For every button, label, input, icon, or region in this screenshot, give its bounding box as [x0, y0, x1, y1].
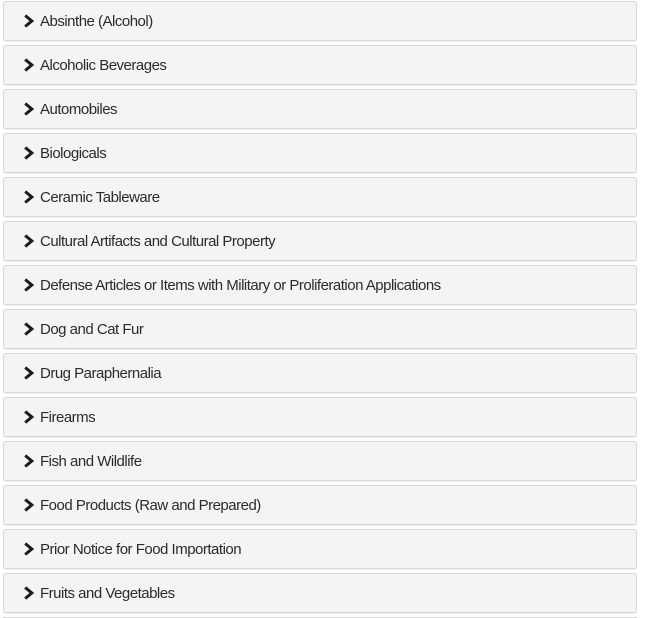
- accordion-item-label: Dog and Cat Fur: [40, 320, 144, 338]
- chevron-right-icon: [22, 102, 36, 116]
- accordion-item-label: Automobiles: [40, 100, 118, 118]
- accordion-item-label: Cultural Artifacts and Cultural Property: [40, 232, 276, 250]
- accordion-item-label: Fish and Wildlife: [40, 452, 142, 470]
- accordion-list: [3, 1, 637, 617]
- chevron-right-icon: [22, 322, 36, 336]
- accordion-item-prior-notice[interactable]: [3, 529, 637, 569]
- chevron-right-icon: [22, 410, 36, 424]
- accordion-item-label: Ceramic Tableware: [40, 188, 160, 206]
- accordion-item-firearms[interactable]: [3, 397, 637, 437]
- chevron-right-icon: [22, 586, 36, 600]
- chevron-right-icon: [22, 542, 36, 556]
- chevron-right-icon: [22, 278, 36, 292]
- chevron-right-icon: [22, 234, 36, 248]
- accordion-item-label: Biologicals: [40, 144, 107, 162]
- accordion-item-label: Firearms: [40, 408, 96, 426]
- accordion-item-cultural-artifacts[interactable]: [3, 221, 637, 261]
- accordion-item-biologicals[interactable]: [3, 133, 637, 173]
- accordion-item-fish-and-wildlife[interactable]: [3, 441, 637, 481]
- chevron-right-icon: [22, 454, 36, 468]
- accordion-item-label: Absinthe (Alcohol): [40, 12, 153, 30]
- accordion-item-label: Food Products (Raw and Prepared): [40, 496, 261, 514]
- chevron-right-icon: [22, 190, 36, 204]
- accordion-item-dog-and-cat-fur[interactable]: [3, 309, 637, 349]
- accordion-item-defense-articles[interactable]: [3, 265, 637, 305]
- accordion-item-drug-paraphernalia[interactable]: [3, 353, 637, 393]
- accordion-item-alcoholic-beverages[interactable]: [3, 45, 637, 85]
- chevron-right-icon: [22, 498, 36, 512]
- accordion-item-food-products[interactable]: [3, 485, 637, 525]
- chevron-right-icon: [22, 366, 36, 380]
- accordion-item-ceramic-tableware[interactable]: [3, 177, 637, 217]
- chevron-right-icon: [22, 58, 36, 72]
- accordion-item-label: Fruits and Vegetables: [40, 584, 175, 602]
- accordion-item-fruits-and-vegetables[interactable]: [3, 573, 637, 613]
- chevron-right-icon: [22, 14, 36, 28]
- chevron-right-icon: [22, 146, 36, 160]
- accordion-item-absinthe[interactable]: [3, 1, 637, 41]
- accordion-item-label: Drug Paraphernalia: [40, 364, 162, 382]
- accordion-item-label: Defense Articles or Items with Military or Proliferation Applications: [40, 276, 441, 294]
- accordion-item-automobiles[interactable]: [3, 89, 637, 129]
- accordion-item-label: Alcoholic Beverages: [40, 56, 167, 74]
- accordion-item-label: Prior Notice for Food Importation: [40, 540, 242, 558]
